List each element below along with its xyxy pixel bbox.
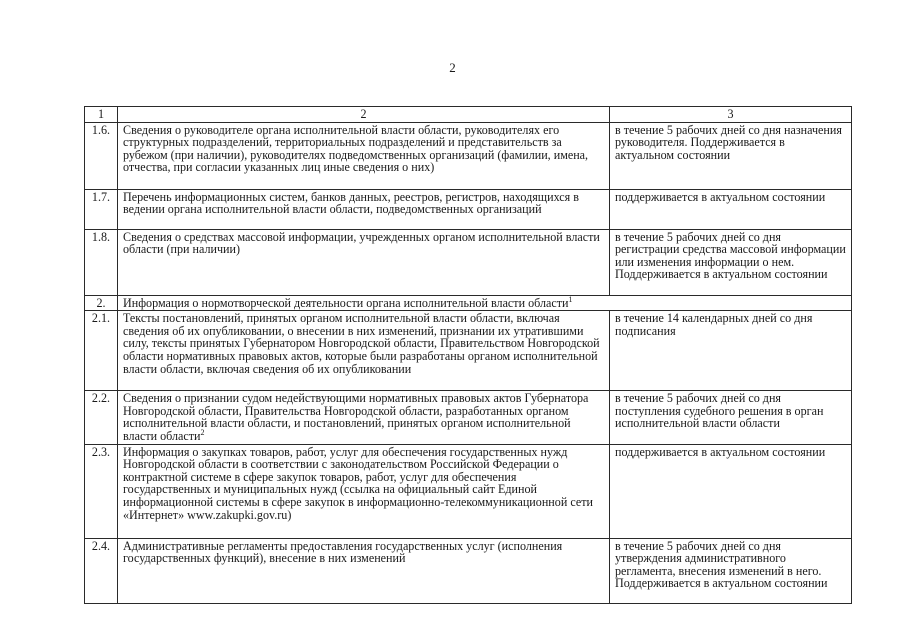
row-number: 2.2.: [85, 391, 118, 444]
table-row: [85, 538, 852, 603]
section-title: Информация о нормотворческой деятельности органа исполнительной власти области: [123, 295, 569, 310]
row-description: Сведения о руководителе органа исполнительной власти области, руководителях его структурных подразделений, территориальных подразделений и представительств за рубежом (при наличии), руководителях подведомственных организаций (фамилии, имена, отчества, при согласии указанных лиц иные сведения о них): [118, 122, 610, 189]
section-row: [85, 295, 852, 311]
row-number: 1.8.: [85, 229, 118, 295]
row-description: Сведения о средствах массовой информации, учрежденных органом исполнительной власти области (при наличии): [118, 229, 610, 295]
information-table: [84, 106, 852, 604]
section-number: 2.: [85, 295, 118, 311]
row-term: в течение 5 рабочих дней со дня назначения руководителя. Поддерживается в актуальном состоянии: [610, 122, 852, 189]
table-row: [85, 229, 852, 295]
row-term: в течение 14 календарных дней со дня подписания: [610, 311, 852, 391]
row-term: в течение 5 рабочих дней со дня регистрации средства массовой информации или изменения информации о нем. Поддерживается в актуальном состоянии: [610, 229, 852, 295]
table-row: [85, 444, 852, 538]
row-term: в течение 5 рабочих дней со дня утверждения административного регламента, внесения изменений в него. Поддерживается в актуальном состоянии: [610, 538, 852, 603]
row-number: 1.7.: [85, 189, 118, 229]
footnote-mark: 2: [200, 427, 205, 437]
table-row: [85, 122, 852, 189]
header-col-2: 2: [118, 107, 610, 123]
row-description: Информация о закупках товаров, работ, услуг для обеспечения государственных нужд Новгородской области в соответствии с законодательством Российской Федерации о контрактной системе в сфере закупок товаров, работ, услуг для обеспечения государственных и муниципальных нужд (ссылка на официальный сайт Единой информационной системы в сфере закупок в информационно-телекоммуникационной сети «Интернет» www.zakupki.gov.ru): [118, 444, 610, 538]
table-row: [85, 391, 852, 444]
page-number: 2: [449, 60, 456, 75]
header-col-3: 3: [610, 107, 852, 123]
row-description: Тексты постановлений, принятых органом исполнительной власти области, включая сведения об их опубликовании, о внесении в них изменений, признании их утратившими силу, тексты принятых Губернатором Новгородской области, Правительством Новгородской области нормативных правовых актов, которые были разработаны органом исполнительной власти области, включая сведения об их опубликовании: [118, 311, 610, 391]
table-row: [85, 189, 852, 229]
row-number: 1.6.: [85, 122, 118, 189]
row-description: Сведения о признании судом недействующими нормативных правовых актов Губернатора Новгородской области, Правительства Новгородской области, разработанных органом исполнительной власти области, и постановлений, принятых органом исполнительной власти области: [123, 391, 589, 443]
row-term: в течение 5 рабочих дней со дня поступления судебного решения в орган исполнительной власти области: [610, 391, 852, 444]
row-term: поддерживается в актуальном состоянии: [610, 444, 852, 538]
header-col-1: 1: [85, 107, 118, 123]
table-header-row: [85, 107, 852, 123]
row-description-cell: [118, 391, 610, 444]
table-row: [85, 311, 852, 391]
footnote-mark: 1: [568, 294, 573, 304]
row-description: Административные регламенты предоставления государственных услуг (исполнения государственных функций), внесение в них изменений: [118, 538, 610, 603]
row-number: 2.4.: [85, 538, 118, 603]
row-term: поддерживается в актуальном состоянии: [610, 189, 852, 229]
row-description: Перечень информационных систем, банков данных, реестров, регистров, находящихся в ведении органа исполнительной власти области, подведомственных организаций: [118, 189, 610, 229]
row-number: 2.1.: [85, 311, 118, 391]
section-title-cell: [118, 295, 852, 311]
row-number: 2.3.: [85, 444, 118, 538]
